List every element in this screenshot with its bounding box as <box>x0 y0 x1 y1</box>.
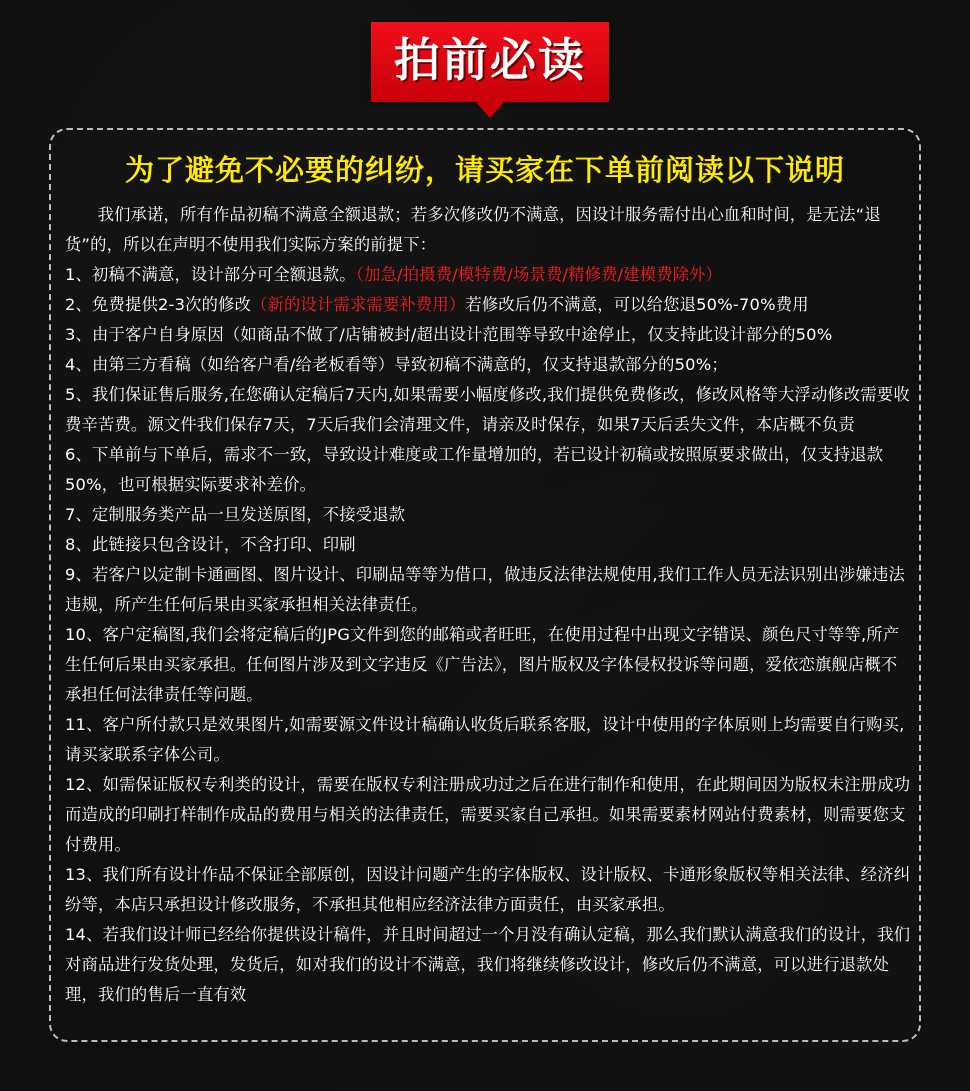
list-item <box>65 260 911 290</box>
list-item: 7、定制服务类产品一旦发送原图，不接受退款 <box>65 505 406 524</box>
notice-panel <box>49 128 921 1042</box>
notice-body <box>65 200 911 1010</box>
item-tail: 若修改后仍不满意，可以给您退50%-70%费用 <box>465 295 809 314</box>
list-item: 8、此链接只包含设计，不含打印、印刷 <box>65 535 356 554</box>
list-item: 9、若客户以定制卡通画图、图片设计、印刷品等等为借口，做违反法律法规使用,我们工作人员无法识别出涉嫌违法违规，所产生任何后果由买家承担相关法律责任。 <box>65 565 906 614</box>
list-item <box>65 290 911 320</box>
item-text: 1、初稿不满意，设计部分可全额退款。 <box>65 265 356 284</box>
list-item: 3、由于客户自身原因（如商品不做了/店铺被封/超出设计范围等导致中途停止，仅支持此设计部分的50% <box>65 325 833 344</box>
intro-paragraph: 我们承诺，所有作品初稿不满意全额退款；若多次修改仍不满意，因设计服务需付出心血和时间，是无法“退货”的，所以在声明不使用我们实际方案的前提下： <box>65 205 881 254</box>
notice-headline: 为了避免不必要的纠纷，请买家在下单前阅读以下说明 <box>124 153 845 187</box>
list-item: 10、客户定稿图,我们会将定稿后的JPG文件到您的邮箱或者旺旺，在使用过程中出现文字错误、颜色尺寸等等,所产生任何后果由买家承担。任何图片涉及到文字违反《广告法》，图片版权及字体侵权投诉等问题，爱依恋旗舰店概不承担任何法律责任等问题。 <box>65 625 900 704</box>
list-item: 5、我们保证售后服务,在您确认定稿后7天内,如果需要小幅度修改,我们提供免费修改，修改风格等大浮动修改需要收费辛苦费。源文件我们保存7天，7天后我们会清理文件，请亲及时保存，如果7天后丢失文件，本店概不负责 <box>65 385 910 434</box>
list-item: 4、由第三方看稿（如给客户看/给老板看等）导致初稿不满意的，仅支持退款部分的50%； <box>65 355 728 374</box>
list-item: 13、我们所有设计作品不保证全部原创，因设计问题产生的字体版权、设计版权、卡通形象版权等相关法律、经济纠纷等，本店只承担设计修改服务，不承担其他相应经济法律方面责任，由买家承担。 <box>65 865 911 914</box>
list-item: 14、若我们设计师已经给你提供设计稿件，并且时间超过一个月没有确认定稿，那么我们默认满意我们的设计，我们对商品进行发货处理，发货后，如对我们的设计不满意，我们将继续修改设计，修改后仍不满意，可以进行退款处理，我们的售后一直有效 <box>65 925 911 1004</box>
title-banner <box>371 22 609 102</box>
item-note: （加急/拍摄费/模特费/场景费/精修费/建模费除外） <box>355 265 723 284</box>
banner-title: 拍前必读 <box>394 33 586 87</box>
list-item: 12、如需保证版权专利类的设计，需要在版权专利注册成功过之后在进行制作和使用，在此期间因为版权未注册成功而造成的印刷打样制作成品的费用与相关的法律责任，需要买家自己承担。如果需要素材网站付费素材，则需要您支付费用。 <box>65 775 911 854</box>
list-item: 6、下单前与下单后，需求不一致，导致设计难度或工作量增加的，若已设计初稿或按照原要求做出，仅支持退款50%，也可根据实际要求补差价。 <box>65 445 884 494</box>
item-text: 2、免费提供2-3次的修改 <box>65 295 252 314</box>
item-note: （新的设计需求需要补费用） <box>251 295 466 314</box>
list-item: 11、客户所付款只是效果图片,如需要源文件设计稿确认收货后联系客服，设计中使用的字体原则上均需要自行购买,请买家联系字体公司。 <box>65 715 905 764</box>
